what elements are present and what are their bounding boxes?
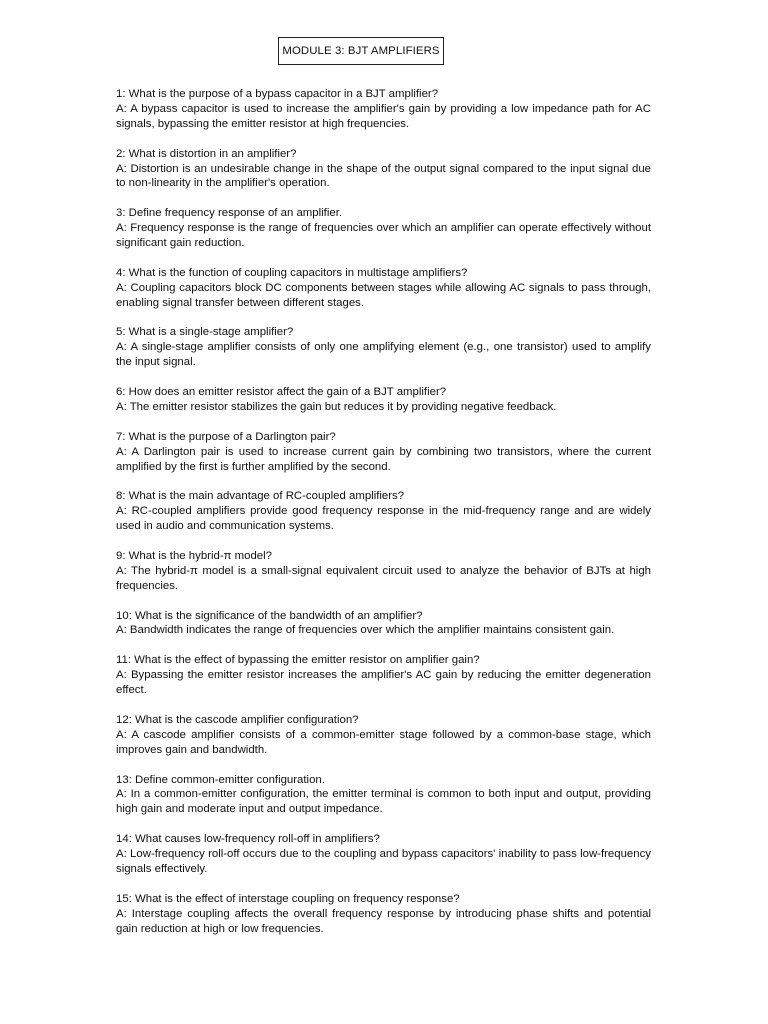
qa-item-13 [116,773,651,818]
question-3: 3: Define frequency response of an amplifier. [116,207,343,220]
qa-item-7 [116,430,651,475]
qa-item-10 [116,609,651,639]
question-10: 10: What is the significance of the bandwidth of an amplifier? [116,609,423,622]
question-13: 13: Define common-emitter configuration. [116,773,325,786]
question-2: 2: What is distortion in an amplifier? [116,147,297,160]
question-11: 11: What is the effect of bypassing the emitter resistor on amplifier gain? [116,654,480,667]
answer-14: A: Low-frequency roll-off occurs due to the coupling and bypass capacitors' inability to pass low-frequency signals effectively. [116,848,651,875]
qa-item-15 [116,892,651,937]
answer-1: A: A bypass capacitor is used to increase the amplifier's gain by providing a low impedance path for AC signals, bypassing the emitter resistor at high frequencies. [116,102,651,130]
question-1: 1: What is the purpose of a bypass capacitor in a BJT amplifier? [116,88,439,100]
answer-5: A: A single-stage amplifier consists of only one amplifying element (e.g., one transistor) used to amplify the input signal. [116,341,651,369]
qa-item-11 [116,653,651,698]
answer-2: A: Distortion is an undesirable change in the shape of the output signal compared to the input signal due to non-linearity in the amplifier's operation. [116,162,651,190]
answer-8: A: RC-coupled amplifiers provide good frequency response in the mid-frequency range and are widely used in audio and communication systems. [116,505,651,533]
qa-item-6 [116,385,651,415]
qa-item-12 [116,713,651,758]
qa-item-4 [116,266,651,311]
qa-item-1 [116,87,651,132]
answer-4: A: Coupling capacitors block DC components between stages while allowing AC signals to pass through, enabling signal transfer between different stages. [116,281,651,309]
question-15: 15: What is the effect of interstage coupling on frequency response? [116,892,460,905]
qa-item-5 [116,325,651,370]
answer-7: A: A Darlington pair is used to increase current gain by combining two transistors, where the current amplified by the first is further amplified by the second. [116,445,651,473]
question-8: 8: What is the main advantage of RC-coupled amplifiers? [116,490,405,503]
answer-6: A: The emitter resistor stabilizes the gain but reduces it by providing negative feedback. [116,400,557,413]
answer-12: A: A cascode amplifier consists of a common-emitter stage followed by a common-base stage, which improves gain and bandwidth. [116,728,651,756]
question-14: 14: What causes low-frequency roll-off in amplifiers? [116,833,380,846]
question-9: 9: What is the hybrid-π model? [116,549,273,562]
qa-item-8 [116,489,651,534]
qa-item-2 [116,147,651,192]
question-7: 7: What is the purpose of a Darlington pair? [116,430,336,443]
answer-15: A: Interstage coupling affects the overall frequency response by introducing phase shifts and potential gain reduction at high or low frequencies. [116,907,651,935]
qa-item-3 [116,206,651,251]
qa-list [116,87,651,951]
answer-10: A: Bandwidth indicates the range of frequencies over which the amplifier maintains consistent gain. [116,624,615,637]
module-title: MODULE 3: BJT AMPLIFIERS [278,37,444,65]
question-12: 12: What is the cascode amplifier configuration? [116,713,359,726]
answer-3: A: Frequency response is the range of frequencies over which an amplifier can operate effectively without significant gain reduction. [116,222,651,250]
qa-item-9 [116,549,651,594]
question-4: 4: What is the function of coupling capacitors in multistage amplifiers? [116,266,468,279]
answer-11: A: Bypassing the emitter resistor increases the amplifier's AC gain by reducing the emitter degeneration effect. [116,669,651,697]
question-5: 5: What is a single-stage amplifier? [116,326,294,339]
answer-9: A: The hybrid-π model is a small-signal equivalent circuit used to analyze the behavior of BJTs at high frequencies. [116,564,651,592]
answer-13: A: In a common-emitter configuration, the emitter terminal is common to both input and output, providing high gain and moderate input and output impedance. [116,788,651,816]
qa-item-14 [116,832,651,877]
question-6: 6: How does an emitter resistor affect the gain of a BJT amplifier? [116,386,447,399]
